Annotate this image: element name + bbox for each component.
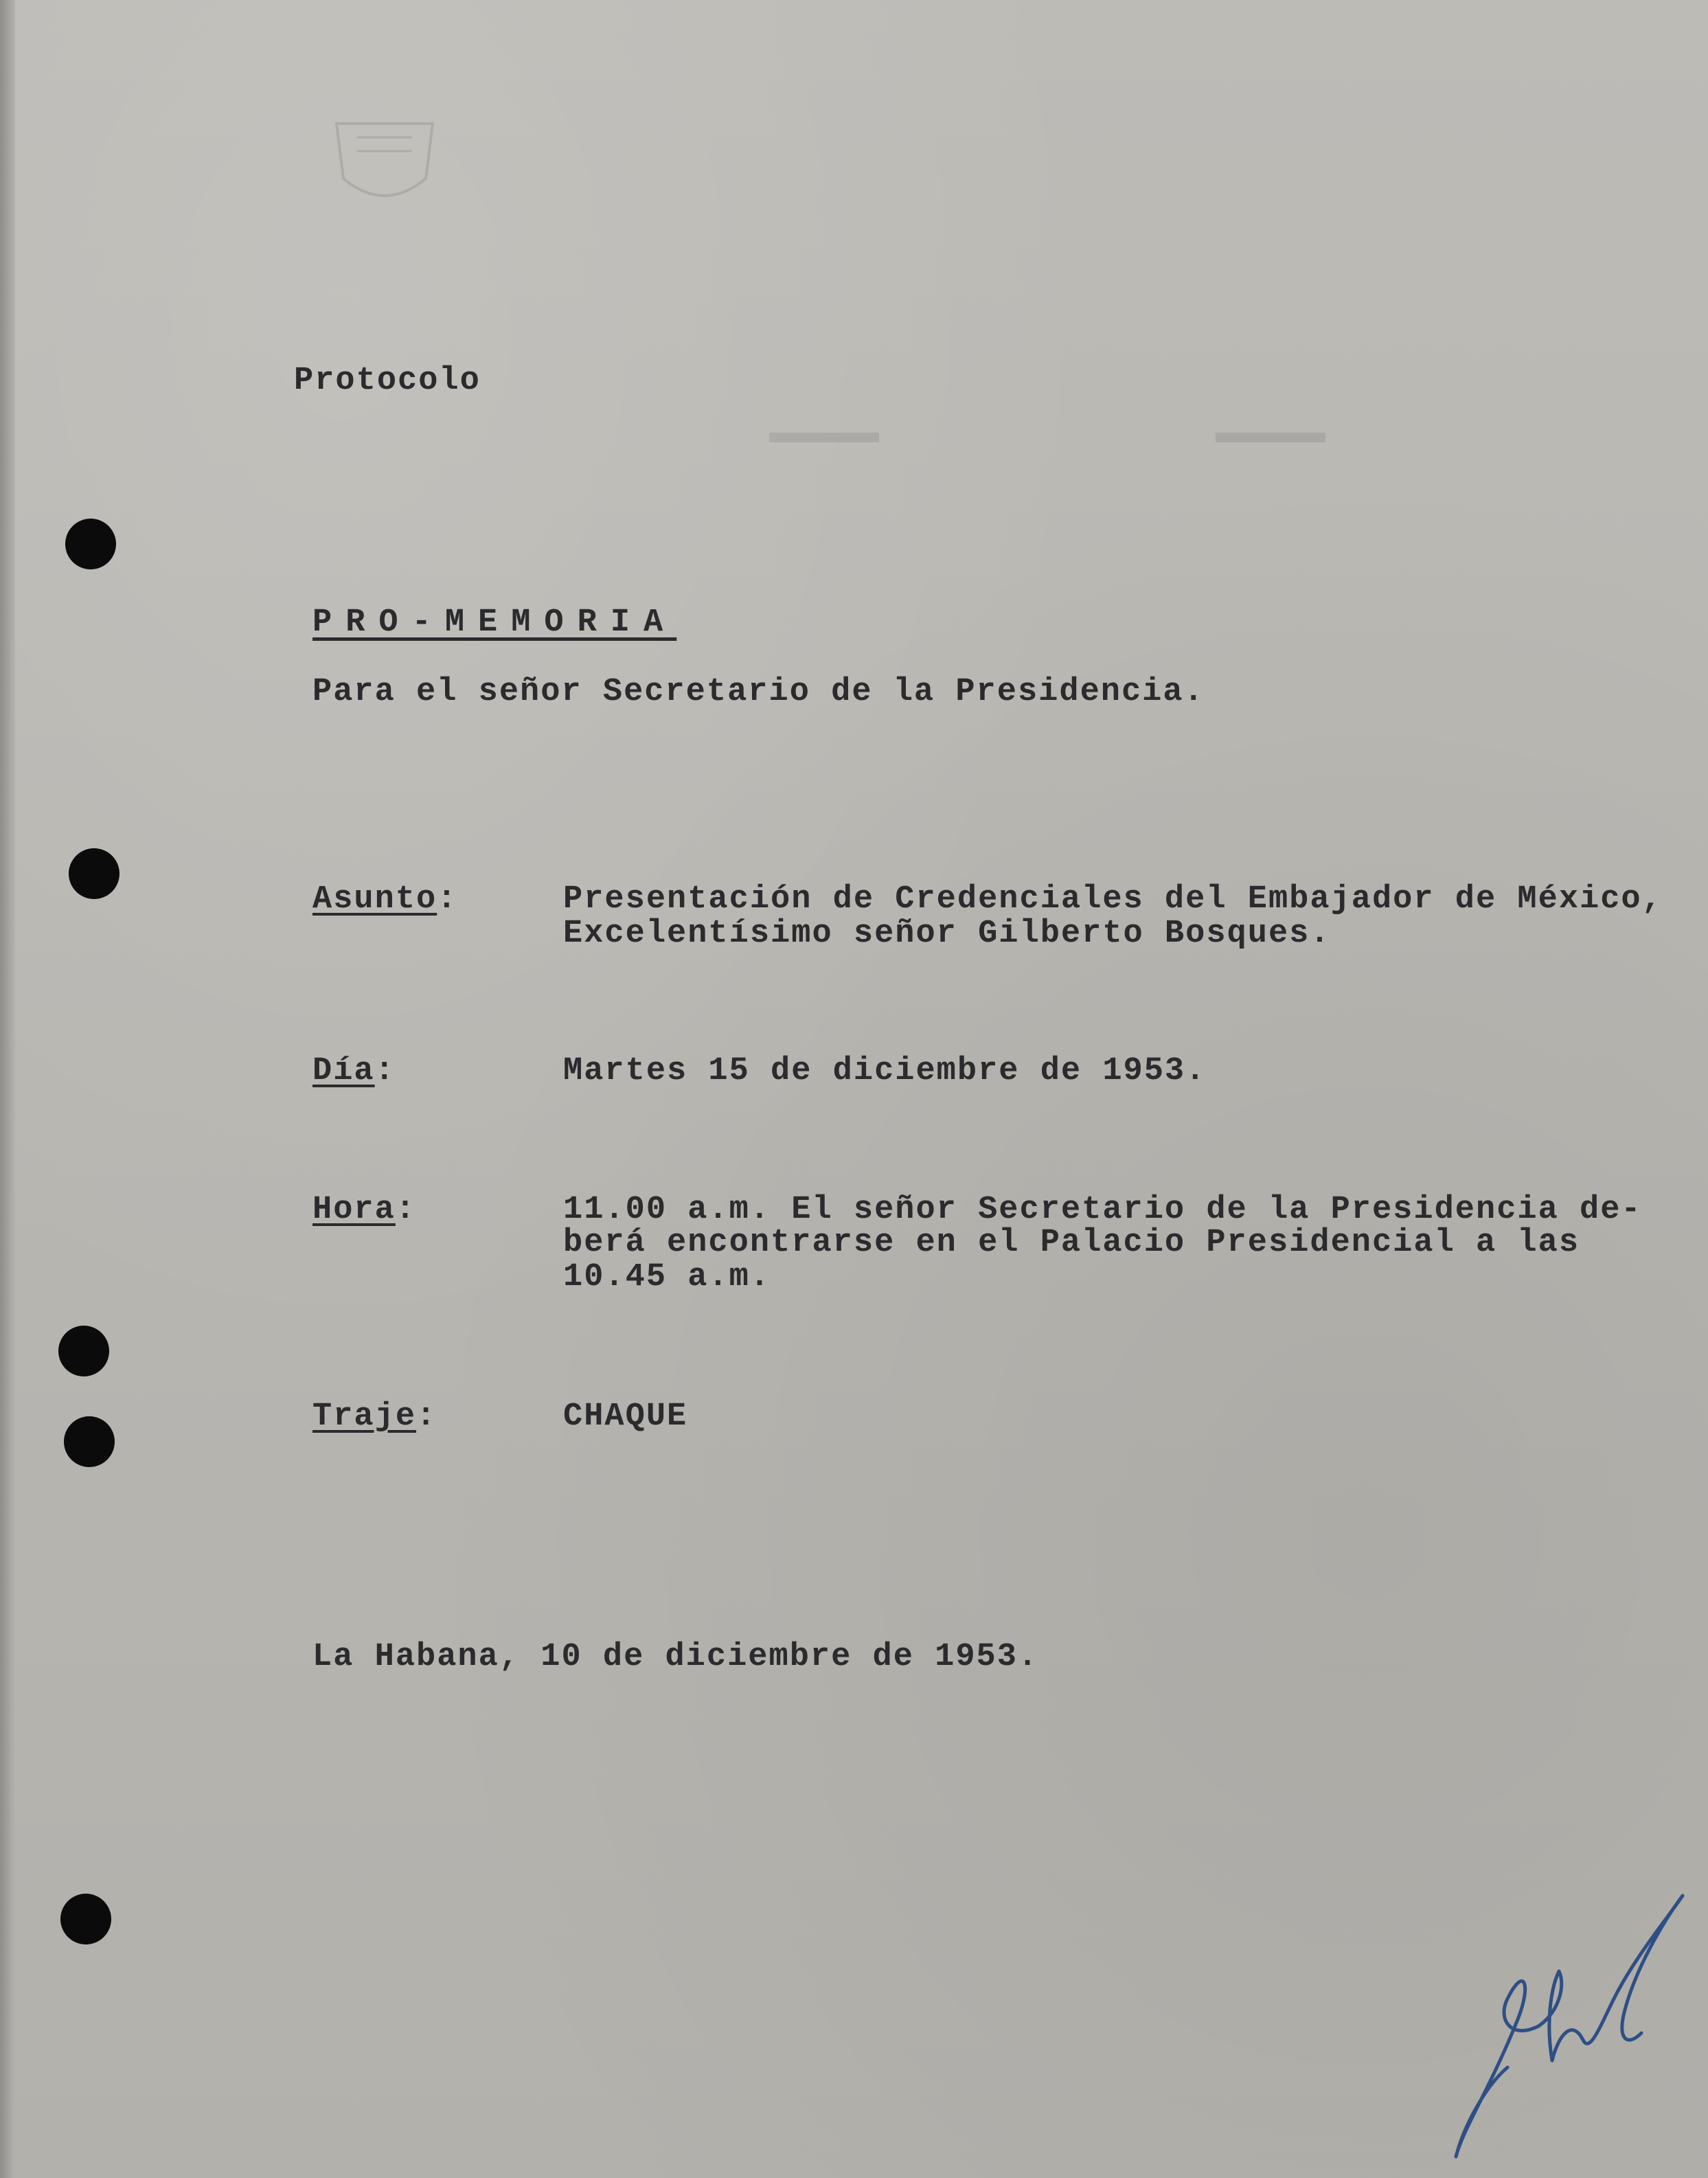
asunto-line-2: Excelentísimo señor Gilberto Bosques. bbox=[563, 916, 1331, 952]
memo-recipient: Para el señor Secretario de la Presidencia. bbox=[312, 674, 1205, 710]
dia-label-group bbox=[312, 1054, 396, 1089]
punch-hole bbox=[65, 519, 116, 569]
traje-value: CHAQUE bbox=[563, 1398, 688, 1435]
hora-line-2: berá encontrarse en el Palacio Presidencial a las bbox=[563, 1225, 1580, 1261]
asunto-label-group bbox=[312, 883, 457, 917]
handwritten-signature bbox=[1442, 1882, 1703, 2170]
page-edge-shadow bbox=[0, 0, 15, 2178]
dia-value: Martes 15 de diciembre de 1953. bbox=[563, 1053, 1207, 1089]
asunto-line-1: Presentación de Credenciales del Embajador de México, bbox=[563, 881, 1663, 918]
hora-label: Hora bbox=[312, 1192, 396, 1228]
department-heading: Protocolo bbox=[294, 363, 481, 399]
asunto-separator: : bbox=[437, 881, 458, 918]
traje-separator: : bbox=[416, 1398, 437, 1435]
punch-hole bbox=[60, 1894, 111, 1944]
faint-embossed-seal bbox=[323, 110, 446, 220]
dia-separator: : bbox=[374, 1053, 396, 1089]
dia-label: Día bbox=[312, 1053, 375, 1089]
traje-label-group bbox=[312, 1400, 437, 1434]
punch-hole bbox=[64, 1416, 115, 1467]
hora-line-3: 10.45 a.m. bbox=[563, 1259, 771, 1295]
punch-hole bbox=[69, 848, 119, 899]
hora-line-1: 11.00 a.m. El señor Secretario de la Presidencia de- bbox=[563, 1192, 1642, 1228]
faint-mark bbox=[1216, 433, 1325, 442]
hora-label-group bbox=[312, 1193, 416, 1227]
hora-separator: : bbox=[395, 1192, 417, 1228]
memo-title: PRO-MEMORIA bbox=[312, 604, 677, 641]
place-date: La Habana, 10 de diciembre de 1953. bbox=[312, 1639, 1039, 1675]
faint-mark bbox=[769, 433, 879, 442]
punch-hole bbox=[58, 1326, 109, 1376]
asunto-label: Asunto bbox=[312, 881, 437, 918]
traje-label: Traje bbox=[312, 1398, 417, 1435]
